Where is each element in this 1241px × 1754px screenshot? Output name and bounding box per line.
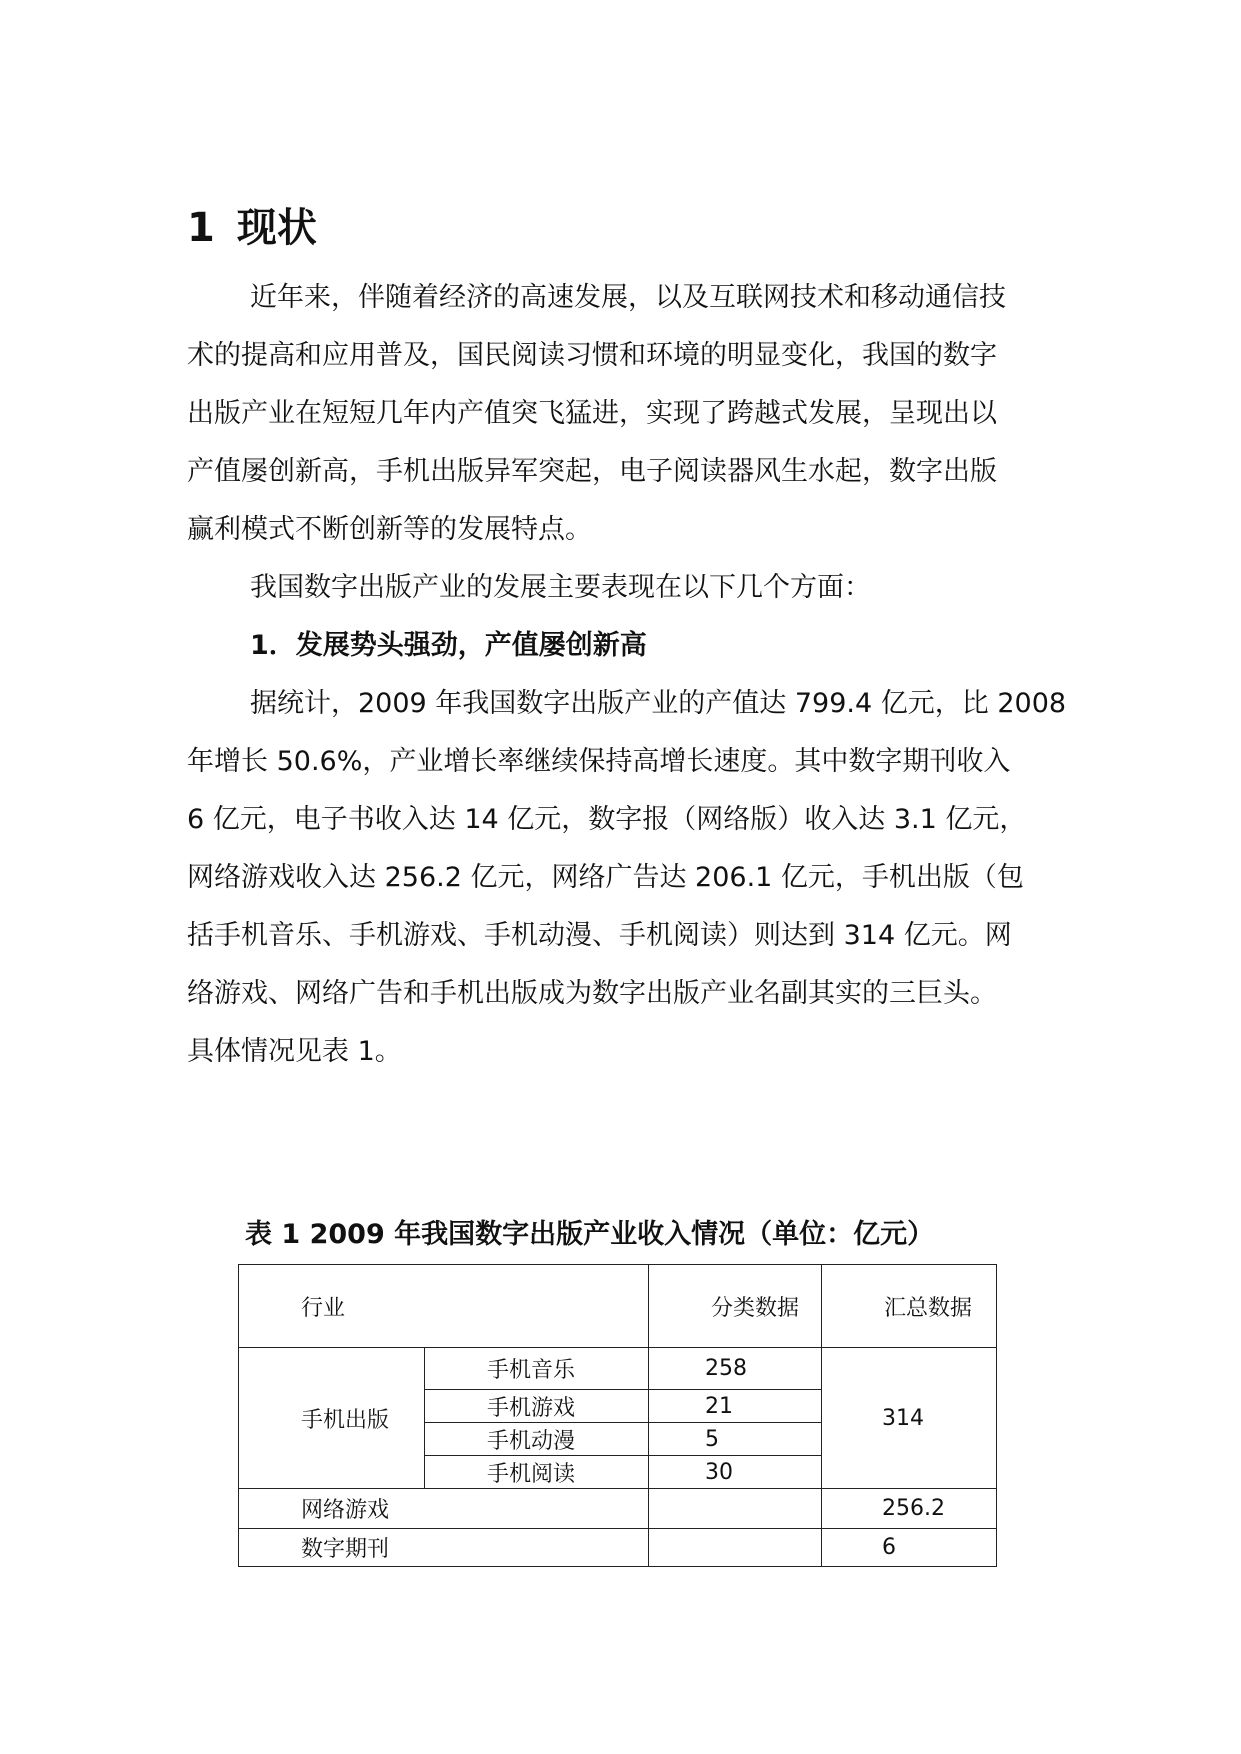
header-industry: 行业: [239, 1265, 649, 1348]
table-row: [239, 1529, 997, 1567]
header-category-data: 分类数据: [649, 1265, 822, 1348]
table-header-row: [239, 1265, 997, 1348]
subcategory-name: 手机音乐: [425, 1348, 649, 1390]
paragraph-line: 我国数字出版产业的发展主要表现在以下几个方面：: [250, 572, 871, 603]
paragraph-line: 赢利模式不断创新等的发展特点。: [187, 514, 592, 545]
mobile-publishing-total: 314: [822, 1348, 997, 1489]
table-caption: 表 1 2009 年我国数字出版产业收入情况（单位：亿元）: [245, 1219, 935, 1250]
mobile-publishing-label: 手机出版: [239, 1348, 425, 1489]
subcategory-value: 258: [649, 1348, 822, 1390]
subcategory-name: 手机游戏: [425, 1390, 649, 1423]
paragraph-line: 年增长 50.6%，产业增长率继续保持高增长速度。其中数字期刊收入: [187, 746, 1011, 777]
paragraph-line: 网络游戏收入达 256.2 亿元，网络广告达 206.1 亿元，手机出版（包: [187, 862, 1024, 893]
paragraph-line: 近年来，伴随着经济的高速发展，以及互联网技术和移动通信技: [250, 282, 1006, 313]
header-summary-data: 汇总数据: [822, 1265, 997, 1348]
paragraph-line: 出版产业在短短几年内产值突飞猛进，实现了跨越式发展，呈现出以: [187, 398, 997, 429]
table-row: [239, 1348, 997, 1390]
subcategory-value: 21: [649, 1390, 822, 1423]
row-total-value: 6: [822, 1529, 997, 1567]
subsection-heading: 1．发展势头强劲，产值屡创新高: [250, 630, 647, 661]
section-title: 现状: [236, 205, 317, 251]
section-number: 1: [187, 205, 215, 251]
subcategory-name: 手机阅读: [425, 1456, 649, 1489]
row-category-value: [649, 1529, 822, 1567]
paragraph-line: 络游戏、网络广告和手机出版成为数字出版产业名副其实的三巨头。: [187, 978, 997, 1009]
row-category-value: [649, 1489, 822, 1529]
paragraph-line: 据统计，2009 年我国数字出版产业的产值达 799.4 亿元，比 2008: [250, 688, 1067, 719]
paragraph-line: 术的提高和应用普及，国民阅读习惯和环境的明显变化，我国的数字: [187, 340, 997, 371]
revenue-table: [238, 1264, 997, 1567]
paragraph-line: 产值屡创新高，手机出版异军突起，电子阅读器风生水起，数字出版: [187, 456, 997, 487]
paragraph-line: 6 亿元，电子书收入达 14 亿元，数字报（网络版）收入达 3.1 亿元，: [187, 804, 1027, 835]
subcategory-name: 手机动漫: [425, 1423, 649, 1456]
row-name: 网络游戏: [239, 1489, 649, 1529]
subcategory-value: 30: [649, 1456, 822, 1489]
row-total-value: 256.2: [822, 1489, 997, 1529]
paragraph-line: 具体情况见表 1。: [187, 1036, 402, 1067]
subcategory-value: 5: [649, 1423, 822, 1456]
section-heading: [187, 200, 317, 256]
row-name: 数字期刊: [239, 1529, 649, 1567]
paragraph-line: 括手机音乐、手机游戏、手机动漫、手机阅读）则达到 314 亿元。网: [187, 920, 1012, 951]
table-row: [239, 1489, 997, 1529]
